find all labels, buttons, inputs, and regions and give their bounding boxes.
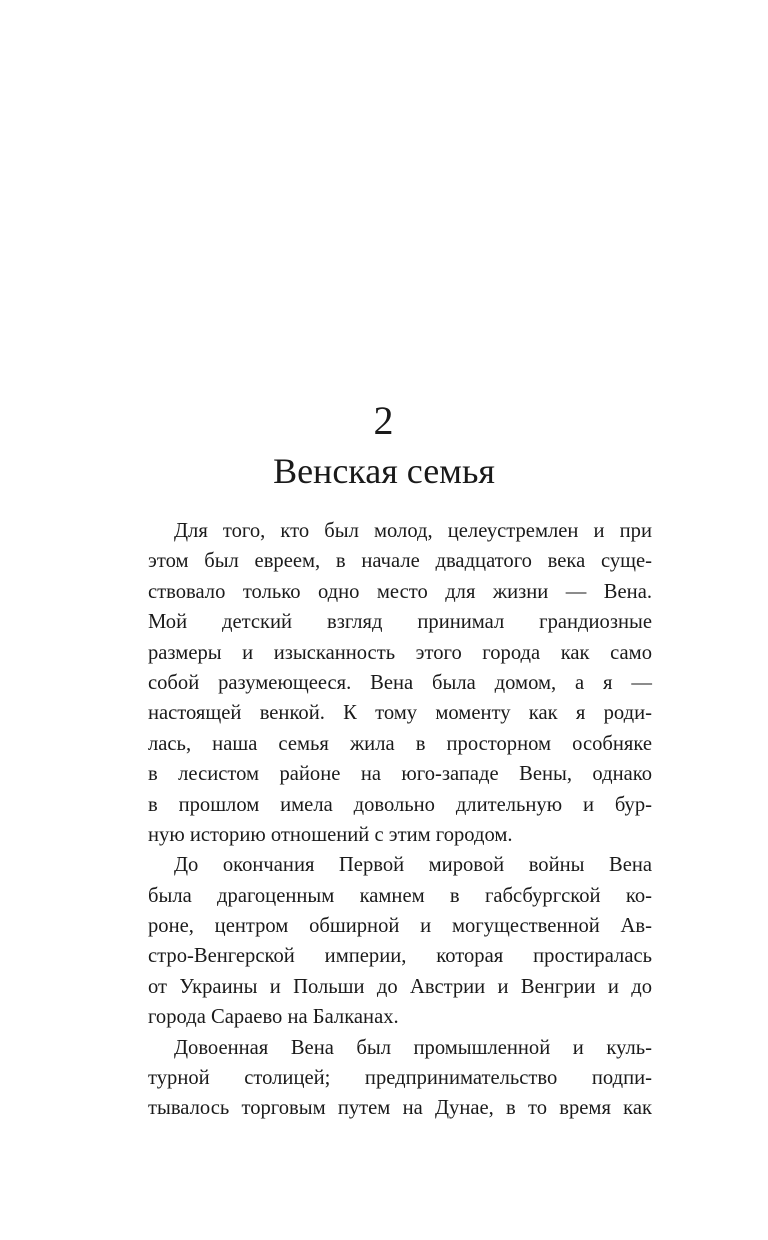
text-line: стро-Венгерской империи, которая простиралась: [148, 945, 652, 968]
text-line: лась, наша семья жила в просторном особняке: [148, 732, 652, 755]
text-line: ную историю отношений с этим городом.: [148, 823, 513, 846]
paragraph: [148, 1033, 652, 1124]
text-line: роне, центром обширной и могущественной Ав-: [148, 915, 652, 938]
text-line: этом был евреем, в начале двадцатого века суще-: [148, 550, 652, 573]
text-line: настоящей венкой. К тому моменту как я роди-: [148, 702, 652, 725]
text-line: собой разумеющееся. Вена была домом, а я —: [148, 671, 652, 694]
text-line: турной столицей; предпринимательство подпи-: [148, 1067, 652, 1090]
text-line: была драгоценным камнем в габсбургской ко-: [148, 884, 652, 907]
body-text: [148, 516, 652, 1124]
text-line: от Украины и Польши до Австрии и Венгрии и до: [148, 975, 652, 998]
text-line: размеры и изысканность этого города как само: [148, 641, 652, 664]
chapter-number: 2: [373, 398, 395, 443]
text-line: Довоенная Вена был промышленной и куль-: [174, 1036, 652, 1059]
chapter-title: Венская семья: [273, 451, 495, 491]
text-line: в лесистом районе на юго-западе Вены, однако: [148, 763, 652, 786]
text-line: До окончания Первой мировой войны Вена: [174, 854, 652, 877]
text-line: Для того, кто был молод, целеустремлен и при: [174, 520, 652, 542]
text-line: Мой детский взгляд принимал грандиозные: [148, 611, 652, 634]
text-line: тывалось торговым путем на Дунае, в то время как: [148, 1097, 652, 1120]
text-line: ствовало только одно место для жизни — Вена.: [148, 580, 652, 603]
paragraph: [148, 516, 652, 850]
text-line: в прошлом имела довольно длительную и бур-: [148, 793, 652, 816]
text-line: города Сараево на Балканах.: [148, 1006, 399, 1029]
paragraph: [148, 850, 652, 1032]
